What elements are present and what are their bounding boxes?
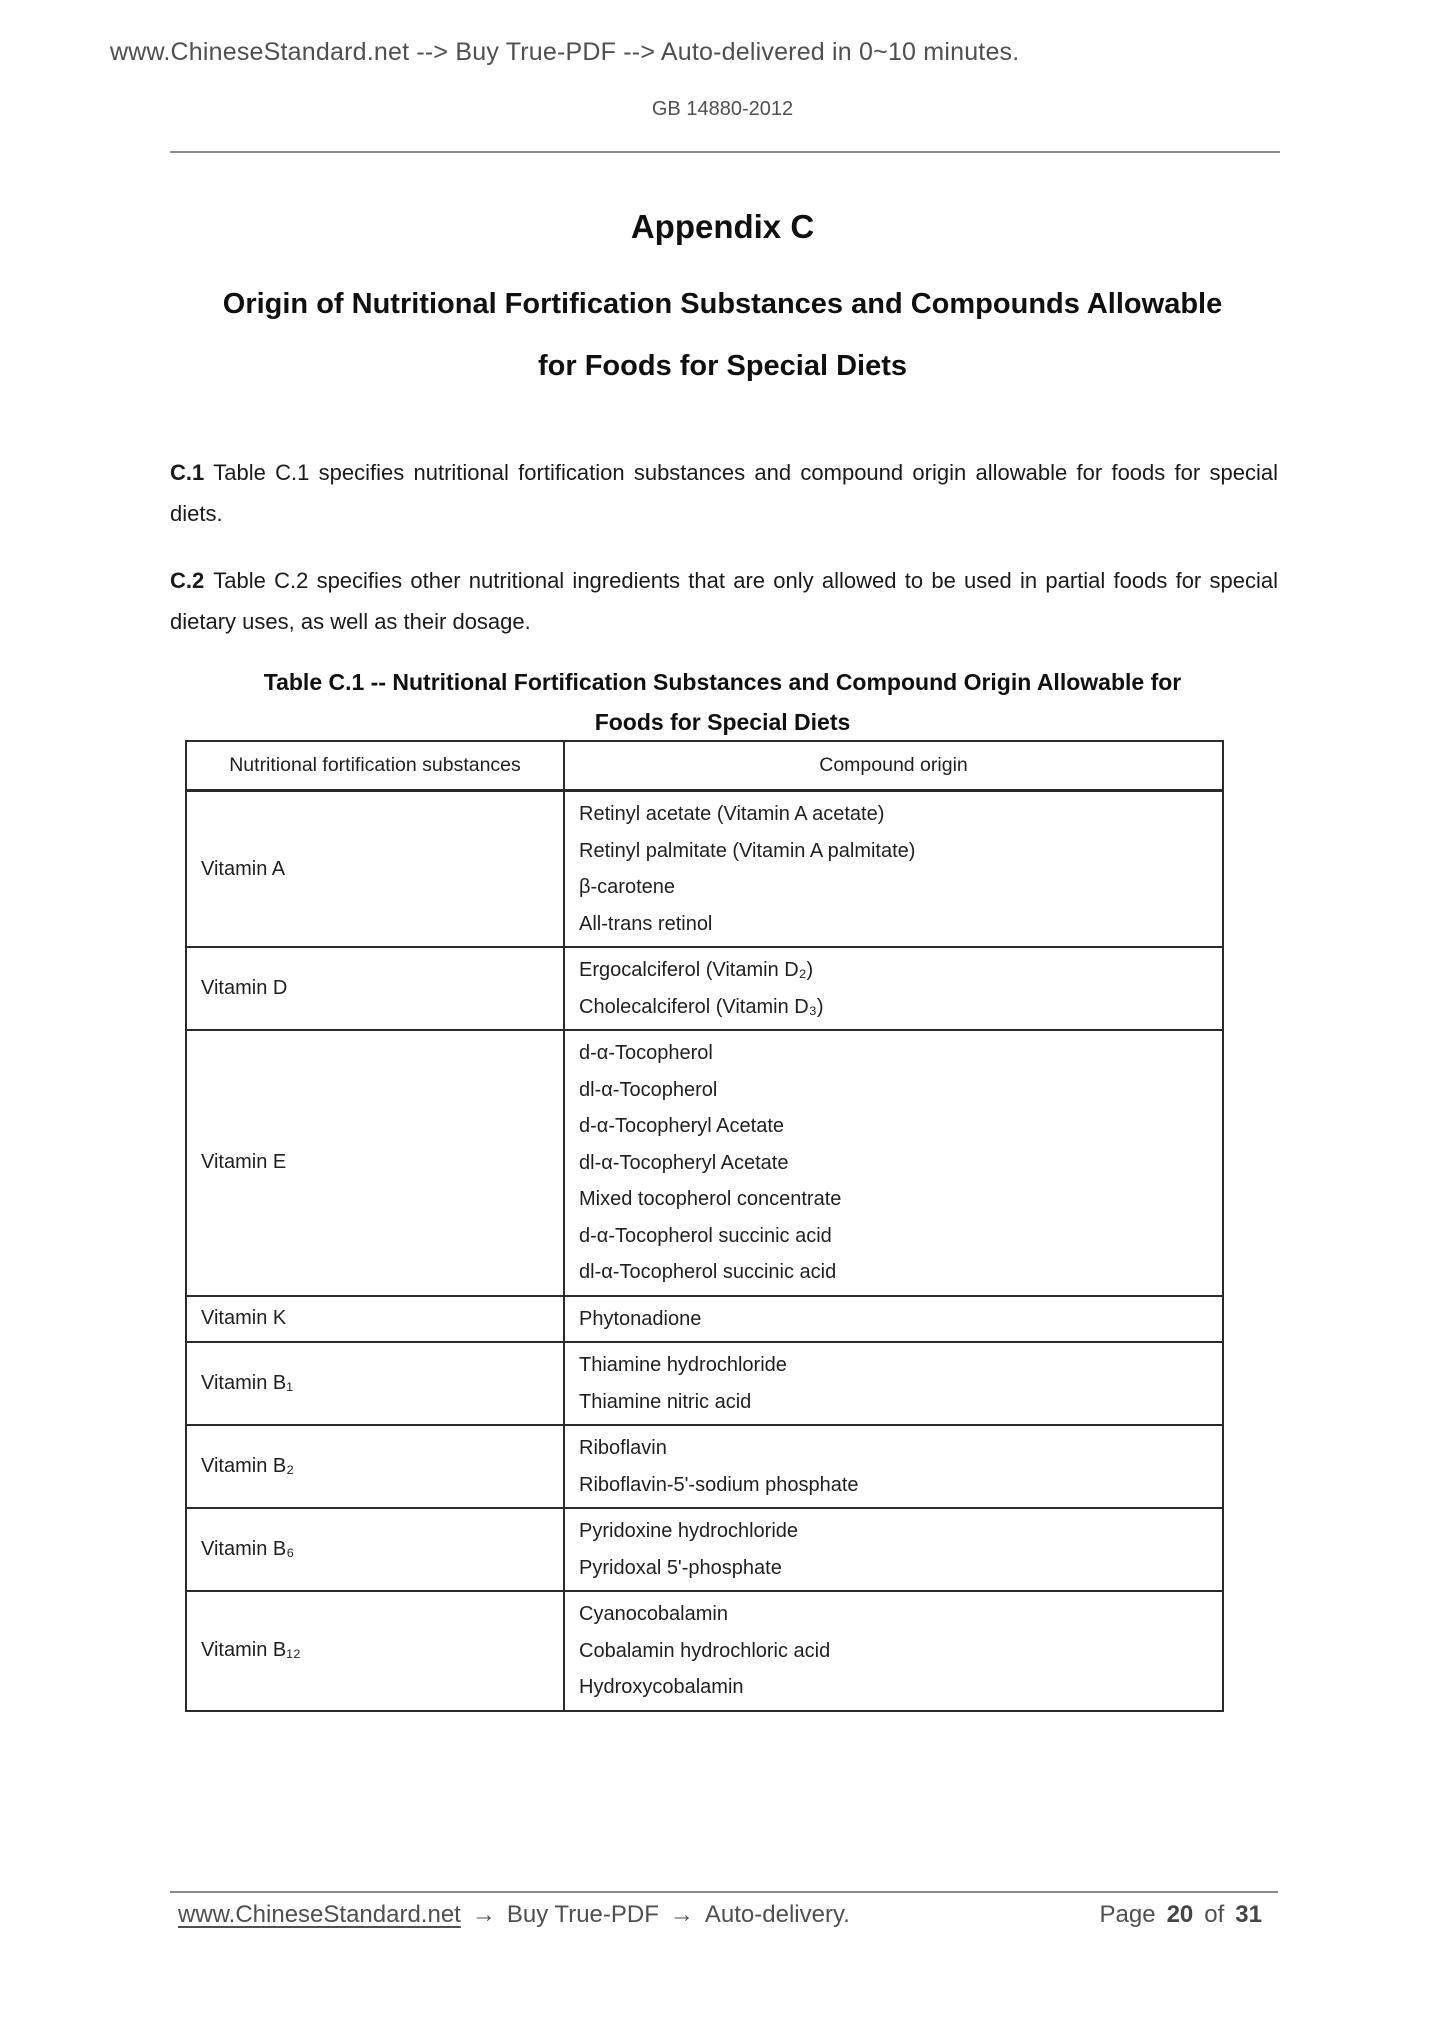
compound-line: β-carotene	[579, 876, 675, 898]
compound-line: Cobalamin hydrochloric acid	[579, 1639, 831, 1662]
footer-left	[178, 1901, 850, 1929]
compound-line: dl-α-Tocopheryl Acetate	[579, 1151, 789, 1174]
substance-cell: Vitamin A	[186, 791, 564, 948]
appendix-title: Appendix C	[630, 208, 815, 245]
table-row	[186, 1591, 1223, 1711]
compound-line: Cyanocobalamin	[579, 1603, 728, 1625]
compound-cell	[564, 1591, 1223, 1711]
compound-line: Retinyl palmitate (Vitamin A palmitate)	[579, 839, 916, 862]
table-body	[186, 791, 1223, 1711]
compound-line: Hydroxycobalamin	[579, 1676, 744, 1698]
table-header-row	[186, 741, 1223, 791]
compound-line: Thiamine hydrochloride	[579, 1354, 787, 1376]
compound-line: Cholecalciferol (Vitamin D₃)	[579, 995, 824, 1018]
header-divider	[170, 151, 1280, 153]
footer-site-link[interactable]: www.ChineseStandard.net	[178, 1901, 461, 1928]
footer-divider	[170, 1891, 1278, 1893]
compound-line: All-trans retinol	[579, 912, 713, 935]
table-c1	[185, 740, 1224, 1712]
appendix-subtitle-line2: for Foods for Special Diets	[538, 350, 907, 382]
table-row	[186, 1508, 1223, 1591]
footer	[178, 1901, 1262, 1929]
page-number: 20	[1166, 1901, 1194, 1928]
compound-line: d-α-Tocopheryl Acetate	[579, 1115, 784, 1137]
compound-cell	[564, 1342, 1223, 1425]
compound-line: Riboflavin-5'-sodium phosphate	[579, 1473, 859, 1496]
table-row	[186, 1342, 1223, 1425]
table-title-line1: Table C.1 -- Nutritional Fortification Substances and Compound Origin Allowable for	[263, 669, 1182, 695]
header-banner-text: www.ChineseStandard.net --> Buy True-PDF --> Auto-delivered in 0~10 minutes.	[110, 38, 1020, 66]
compound-line: dl-α-Tocopherol succinic acid	[579, 1261, 837, 1283]
table-row	[186, 1030, 1223, 1296]
arrow-right-icon: →	[471, 1901, 496, 1928]
compound-line: d-α-Tocopherol succinic acid	[579, 1224, 832, 1247]
compound-line: Thiamine nitric acid	[579, 1390, 752, 1413]
paragraph-c1-text: Table C.1 specifies nutritional fortification substances and compound origin allowable for foods for special diets.	[170, 460, 1278, 526]
compound-line: Pyridoxal 5'-phosphate	[579, 1556, 782, 1579]
compound-line: Riboflavin	[579, 1437, 667, 1459]
substance-cell: Vitamin B₁₂	[186, 1591, 564, 1711]
page-label: Page	[1099, 1901, 1156, 1928]
paragraph-c1-label: C.1	[170, 460, 205, 485]
compound-cell	[564, 1508, 1223, 1591]
of-label: of	[1204, 1901, 1225, 1928]
footer-page-indicator	[1100, 1901, 1262, 1929]
compound-cell	[564, 1296, 1223, 1343]
substance-cell: Vitamin B₆	[186, 1508, 564, 1591]
substance-cell: Vitamin B₂	[186, 1425, 564, 1508]
table-row	[186, 1425, 1223, 1508]
table-row	[186, 947, 1223, 1030]
paragraph-c2-label: C.2	[170, 568, 205, 593]
compound-cell	[564, 947, 1223, 1030]
standard-number: GB 14880-2012	[651, 98, 794, 120]
compound-line: Phytonadione	[579, 1307, 702, 1330]
compound-line: Pyridoxine hydrochloride	[579, 1520, 799, 1542]
compound-cell	[564, 1030, 1223, 1296]
footer-delivery-text: Auto-delivery.	[704, 1901, 850, 1928]
paragraph-c1	[170, 452, 1278, 534]
table-row	[186, 1296, 1223, 1343]
paragraph-c2-text: Table C.2 specifies other nutritional ingredients that are only allowed to be used in partial foods for special dietary uses, as well as their dosage.	[170, 568, 1278, 634]
compound-line: Mixed tocopherol concentrate	[579, 1188, 842, 1210]
page-total: 31	[1235, 1901, 1262, 1928]
compound-line: Retinyl acetate (Vitamin A acetate)	[579, 803, 885, 825]
table-title	[0, 662, 1445, 742]
appendix-subtitle-line1: Origin of Nutritional Fortification Substances and Compounds Allowable	[222, 288, 1223, 320]
substance-cell: Vitamin K	[186, 1296, 564, 1343]
column-header-compound-origin: Compound origin	[564, 741, 1223, 791]
compound-cell	[564, 791, 1223, 948]
substance-cell: Vitamin E	[186, 1030, 564, 1296]
arrow-right-icon: →	[669, 1901, 694, 1928]
compound-line: d-α-Tocopherol	[579, 1042, 713, 1064]
compound-line: dl-α-Tocopherol	[579, 1078, 718, 1101]
table-row	[186, 791, 1223, 948]
substance-cell: Vitamin B₁	[186, 1342, 564, 1425]
substance-cell: Vitamin D	[186, 947, 564, 1030]
paragraph-c2	[170, 560, 1278, 642]
table-title-line2: Foods for Special Diets	[594, 709, 851, 735]
compound-line: Ergocalciferol (Vitamin D₂)	[579, 959, 814, 981]
footer-buy-text: Buy True-PDF	[506, 1901, 659, 1928]
column-header-substances: Nutritional fortification substances	[186, 741, 564, 791]
compound-cell	[564, 1425, 1223, 1508]
